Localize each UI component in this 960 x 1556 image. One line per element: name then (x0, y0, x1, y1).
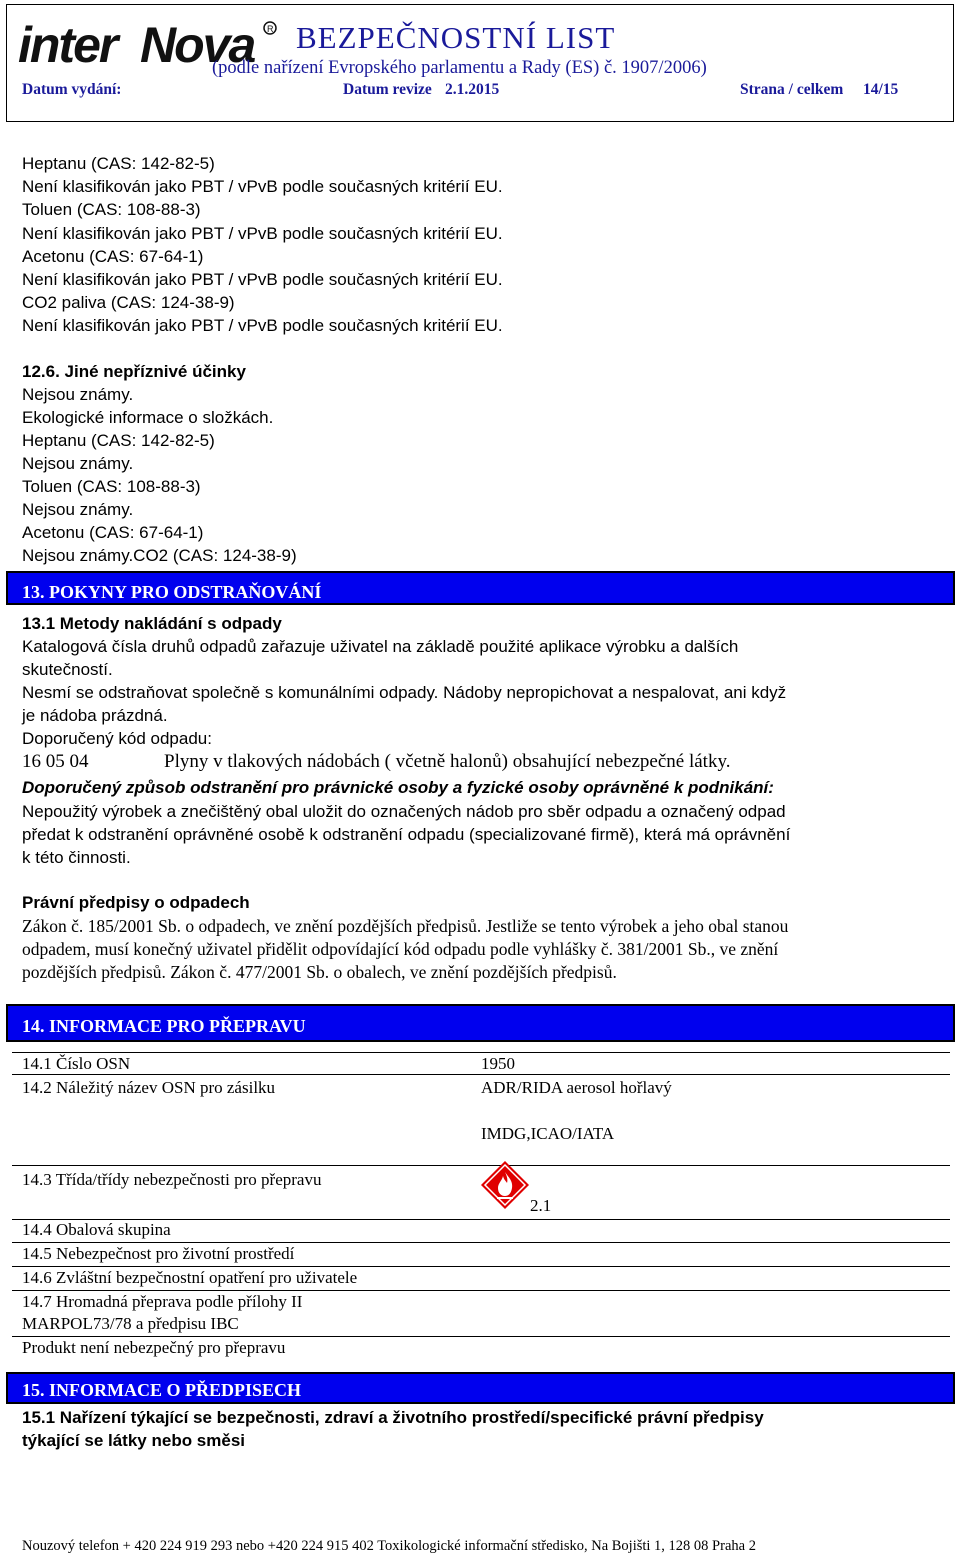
transport-label-hazard-class: 14.3 Třída/třídy nebezpečnosti pro přepravu (22, 1170, 322, 1189)
page-number: 14/15 (863, 81, 899, 98)
svg-text:R: R (267, 24, 274, 34)
pbt-line: Heptanu (CAS: 142-82-5) (22, 154, 215, 173)
transport-value-un-number: 1950 (481, 1054, 515, 1073)
section-13-band (6, 571, 955, 605)
transport-label-un-number: 14.1 Číslo OSN (22, 1054, 131, 1073)
transport-note: Produkt není nebezpečný pro přepravu (22, 1338, 286, 1357)
section-heading-15-1: 15.1 Nařízení týkající se bezpečnosti, zdraví a životního prostředí/specifické právní předpisy (22, 1408, 764, 1427)
paragraph-line: skutečností. (22, 660, 113, 679)
info-line: Toluen (CAS: 108-88-3) (22, 477, 201, 496)
transport-label-shipping-name: 14.2 Náležitý název OSN pro zásilku (22, 1078, 276, 1097)
info-line: Heptanu (CAS: 142-82-5) (22, 431, 215, 450)
info-line: Nejsou známy. (22, 500, 134, 519)
section-13-title: 13. POKYNY PRO ODSTRAŇOVÁNÍ (22, 582, 322, 602)
pbt-line: Toluen (CAS: 108-88-3) (22, 200, 201, 219)
table-rule (12, 1290, 950, 1291)
transport-value-hazard-class: 2.1 (530, 1196, 552, 1215)
transport-value-shipping-name-2: IMDG,ICAO/IATA (481, 1124, 615, 1143)
info-line: Nejsou známy.CO2 (CAS: 124-38-9) (22, 546, 297, 565)
issue-date-label: Datum vydání: (22, 81, 122, 98)
section-14-title: 14. INFORMACE PRO PŘEPRAVU (22, 1016, 306, 1036)
revision-date: 2.1.2015 (445, 81, 500, 98)
table-rule (12, 1242, 950, 1243)
section-heading-12-6: 12.6. Jiné nepříznivé účinky (22, 362, 246, 381)
section-14-band (6, 1004, 955, 1042)
transport-label-bulk: 14.7 Hromadná přeprava podle přílohy II (22, 1292, 303, 1311)
table-rule (12, 1052, 950, 1053)
pbt-line: Není klasifikován jako PBT / vPvB podle současných kritérií EU. (22, 177, 503, 196)
page-label: Strana / celkem (740, 81, 844, 98)
table-rule (12, 1266, 950, 1267)
paragraph-line: předat k odstranění oprávněné osobě k odstranění odpadu (specializované firmě), která má oprávnění (22, 825, 791, 844)
transport-label-packing-group: 14.4 Obalová skupina (22, 1220, 171, 1239)
paragraph-line: Nesmí se odstraňovat společně s komunálními odpady. Nádoby nepropichovat a nespalovat, ani když (22, 683, 787, 702)
transport-label-bulk-2: MARPOL73/78 a předpisu IBC (22, 1314, 239, 1333)
footer-emergency-phone: Nouzový telefon + 420 224 919 293 nebo +420 224 915 402 Toxikologické informační středisko, Na Bojišti 1, 128 08 Praha 2 (22, 1538, 756, 1554)
table-rule (12, 1074, 950, 1075)
transport-label-environmental: 14.5 Nebezpečnost pro životní prostředí (22, 1244, 295, 1263)
paragraph-line: je nádoba prázdná. (22, 706, 168, 725)
info-line: Nejsou známy. (22, 454, 134, 473)
info-line: Acetonu (CAS: 67-64-1) (22, 523, 204, 542)
document-title: BEZPEČNOSTNÍ LIST (296, 20, 616, 55)
law-line: odpadem, musí konečný uživatel přidělit odpovídající kód odpadu podle vyhlášky č. 381/2001 Sb., ve znění (22, 939, 779, 959)
svg-text:inter: inter (18, 18, 117, 70)
paragraph-line: Katalogová čísla druhů odpadů zařazuje uživatel na základě použité aplikace výrobku a dalších (22, 637, 739, 656)
table-rule (12, 1336, 950, 1337)
section-heading-13-1: 13.1 Metody nakládání s odpady (22, 614, 282, 633)
paragraph-line: k této činnosti. (22, 848, 131, 867)
section-15-band (6, 1372, 955, 1404)
waste-code-label: Doporučený kód odpadu: (22, 729, 212, 748)
revision-label: Datum revize (343, 81, 432, 98)
pbt-line: Není klasifikován jako PBT / vPvB podle současných kritérií EU. (22, 270, 503, 289)
flame-diamond-icon (480, 1160, 530, 1210)
transport-label-precautions: 14.6 Zvláštní bezpečnostní opatření pro uživatele (22, 1268, 358, 1287)
waste-code-description: Plyny v tlakových nádobách ( včetně halonů) obsahující nebezpečné látky. (164, 751, 731, 772)
pbt-line: CO2 paliva (CAS: 124-38-9) (22, 293, 235, 312)
waste-code: 16 05 04 (22, 751, 89, 772)
section-heading-15-1-cont: týkající se látky nebo směsi (22, 1431, 246, 1450)
pbt-line: Není klasifikován jako PBT / vPvB podle současných kritérií EU. (22, 316, 503, 335)
waste-law-heading: Právní předpisy o odpadech (22, 893, 250, 912)
pbt-line: Není klasifikován jako PBT / vPvB podle současných kritérií EU. (22, 224, 503, 243)
section-15-title: 15. INFORMACE O PŘEDPISECH (22, 1380, 302, 1400)
transport-value-shipping-name: ADR/RIDA aerosol hořlavý (481, 1078, 672, 1097)
info-line: Ekologické informace o složkách. (22, 408, 274, 427)
pbt-line: Acetonu (CAS: 67-64-1) (22, 247, 204, 266)
paragraph-line: Nepoužitý výrobek a znečištěný obal uložit do označených nádob pro sběr odpadu a označený odpad (22, 802, 786, 821)
law-line: Zákon č. 185/2001 Sb. o odpadech, ve znění pozdějších předpisů. Jestliže se tento výrobek a jeho obal stanou (22, 916, 789, 936)
law-line: pozdějších předpisů. Zákon č. 477/2001 Sb. o obalech, ve znění pozdějších předpisů. (22, 962, 617, 982)
disposal-heading: Doporučený způsob odstranění pro právnické osoby a fyzické osoby oprávněné k podnikání: (22, 778, 774, 797)
info-line: Nejsou známy. (22, 385, 134, 404)
document-subtitle: (podle nařízení Evropského parlamentu a Rady (ES) č. 1907/2006) (212, 58, 707, 78)
svg-text:Nova: Nova (140, 18, 255, 70)
